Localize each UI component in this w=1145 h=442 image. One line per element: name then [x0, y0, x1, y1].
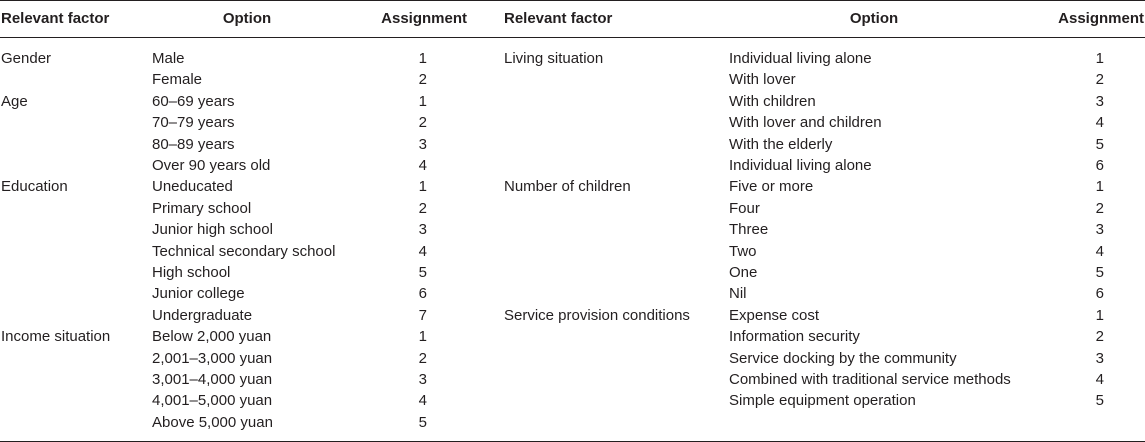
row-assignment: 2 — [1095, 200, 1104, 217]
row-option: 4,001–5,000 yuan — [152, 392, 273, 409]
row-assignment: 5 — [1095, 392, 1104, 409]
row-option: 2,001–3,000 yuan — [152, 350, 273, 367]
row-assignment: 2 — [418, 200, 427, 217]
row-option: Uneducated — [152, 178, 233, 195]
row-option: One — [729, 264, 758, 281]
row-option: Technical secondary school — [152, 243, 336, 260]
row-assignment: 3 — [418, 371, 427, 388]
row-option: Combined with traditional service methods — [729, 371, 1011, 388]
row-assignment: 4 — [418, 392, 427, 409]
row-option: With children — [729, 93, 816, 110]
row-factor: Age — [1, 93, 28, 110]
row-option: 80–89 years — [152, 136, 235, 153]
row-option: 70–79 years — [152, 114, 235, 131]
row-option: Five or more — [729, 178, 814, 195]
row-factor: Income situation — [1, 328, 111, 345]
row-assignment: 3 — [1095, 350, 1104, 367]
row-factor: Living situation — [504, 50, 604, 67]
top-rule — [0, 0, 1145, 1]
row-assignment: 1 — [418, 178, 427, 195]
row-option: High school — [152, 264, 231, 281]
row-factor: Gender — [1, 50, 52, 67]
row-assignment: 2 — [418, 71, 427, 88]
row-option: With lover — [729, 71, 796, 88]
row-option: 3,001–4,000 yuan — [152, 371, 273, 388]
row-option: Two — [729, 243, 757, 260]
row-assignment: 6 — [418, 285, 427, 302]
row-option: Junior college — [152, 285, 245, 302]
row-option: Service docking by the community — [729, 350, 957, 367]
row-option: Primary school — [152, 200, 252, 217]
row-option: Male — [152, 50, 185, 67]
row-assignment: 1 — [418, 50, 427, 67]
row-option: With lover and children — [729, 114, 882, 131]
header-right-option: Option — [849, 10, 899, 27]
row-assignment: 4 — [418, 157, 427, 174]
row-option: Information security — [729, 328, 860, 345]
row-assignment: 2 — [418, 114, 427, 131]
row-option: Junior high school — [152, 221, 273, 238]
header-right-factor: Relevant factor — [504, 10, 613, 27]
row-assignment: 3 — [1095, 93, 1104, 110]
row-option: Four — [729, 200, 760, 217]
row-assignment: 2 — [1095, 71, 1104, 88]
row-assignment: 6 — [1095, 157, 1104, 174]
row-assignment: 5 — [418, 414, 427, 431]
row-assignment: 4 — [1095, 371, 1104, 388]
row-assignment: 7 — [418, 307, 427, 324]
row-assignment: 2 — [1095, 328, 1104, 345]
row-option: With the elderly — [729, 136, 833, 153]
row-assignment: 4 — [1095, 243, 1104, 260]
row-assignment: 3 — [418, 136, 427, 153]
header-left-assignment: Assignment — [381, 10, 467, 27]
header-left-option: Option — [222, 10, 272, 27]
row-assignment: 1 — [1095, 50, 1104, 67]
header-right-assignment: Assignment — [1058, 10, 1144, 27]
row-assignment: 6 — [1095, 285, 1104, 302]
row-option: Above 5,000 yuan — [152, 414, 273, 431]
row-factor: Number of children — [504, 178, 631, 195]
row-assignment: 5 — [1095, 264, 1104, 281]
row-option: Below 2,000 yuan — [152, 328, 272, 345]
row-factor: Service provision conditions — [504, 307, 690, 324]
header-rule — [0, 37, 1145, 38]
row-assignment: 3 — [1095, 221, 1104, 238]
row-option: Simple equipment operation — [729, 392, 916, 409]
row-option: Three — [729, 221, 769, 238]
row-assignment: 1 — [418, 93, 427, 110]
header-left-factor: Relevant factor — [1, 10, 110, 27]
row-assignment: 4 — [1095, 114, 1104, 131]
row-option: Over 90 years old — [152, 157, 271, 174]
row-option: Undergraduate — [152, 307, 253, 324]
row-option: Individual living alone — [729, 157, 872, 174]
row-option: Nil — [729, 285, 747, 302]
row-assignment: 5 — [1095, 136, 1104, 153]
row-assignment: 1 — [1095, 307, 1104, 324]
row-assignment: 1 — [1095, 178, 1104, 195]
row-assignment: 1 — [418, 328, 427, 345]
row-assignment: 3 — [418, 221, 427, 238]
row-option: Female — [152, 71, 203, 88]
row-assignment: 4 — [418, 243, 427, 260]
row-option: Expense cost — [729, 307, 820, 324]
row-assignment: 2 — [418, 350, 427, 367]
row-option: 60–69 years — [152, 93, 235, 110]
row-assignment: 5 — [418, 264, 427, 281]
row-factor: Education — [1, 178, 68, 195]
row-option: Individual living alone — [729, 50, 872, 67]
